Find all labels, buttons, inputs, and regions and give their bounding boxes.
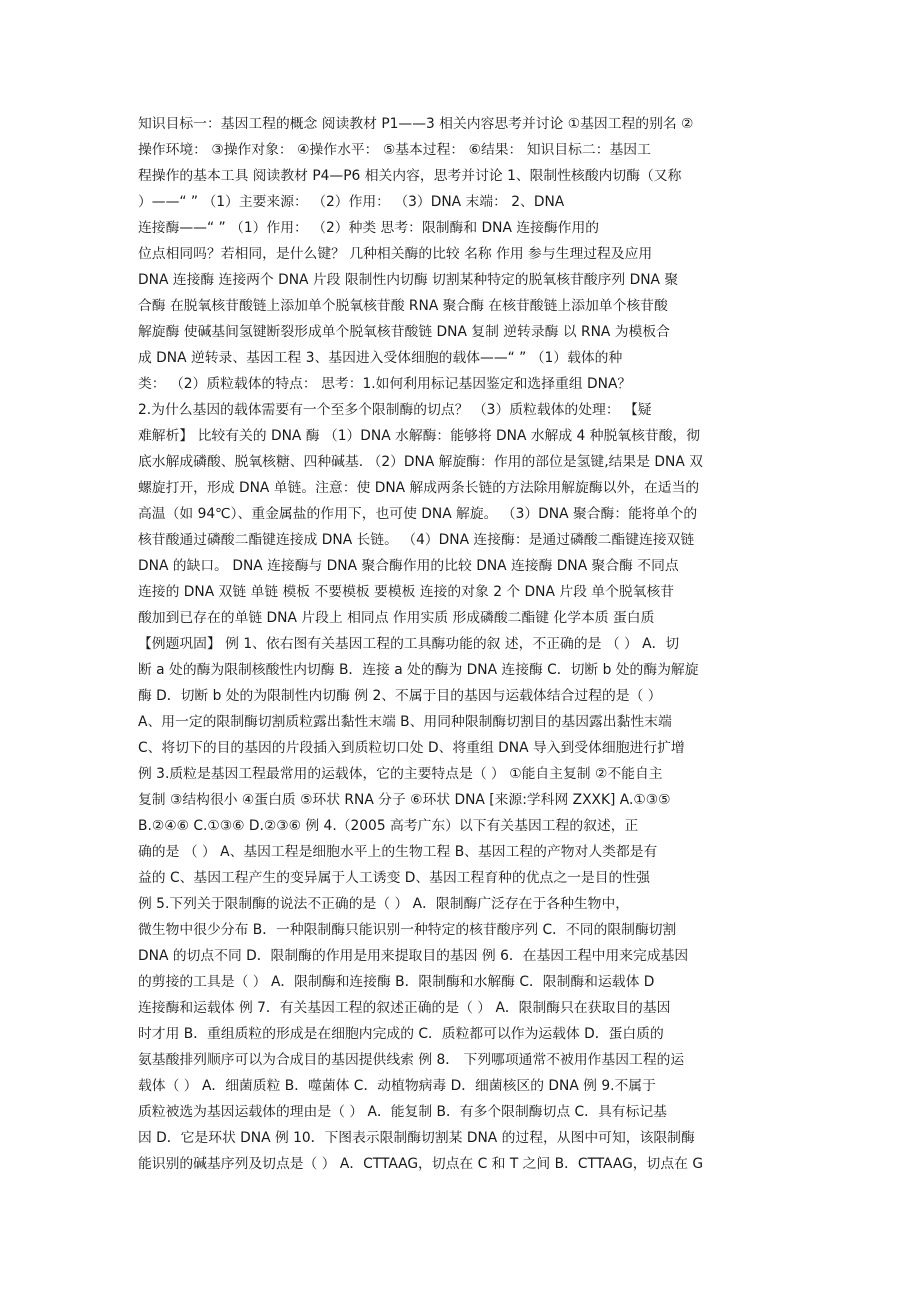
text-line: 酸加到已存在的单链 DNA 片段上 相同点 作用实质 形成磷酸二酯键 化学本质 蛋白质 bbox=[138, 610, 655, 626]
text-line: 核苷酸通过磷酸二酯键连接成 DNA 长链。 （4）DNA 连接酶：是通过磷酸二酯键连接双链 bbox=[138, 532, 695, 548]
text-line: 氨基酸排列顺序可以为合成目的基因提供线索 例 8． 下列哪项通常不被用作基因工程的运 bbox=[138, 1052, 685, 1068]
text-line: 益的 C、基因工程产生的变异属于人工诱变 D、基因工程育种的优点之一是目的性强 bbox=[138, 870, 650, 886]
text-line: 因 D．它是环状 DNA 例 10．下图表示限制酶切割某 DNA 的过程，从图中可知，该限制酶 bbox=[138, 1130, 695, 1146]
text-line: 解旋酶 使碱基间氢键断裂形成单个脱氧核苷酸链 DNA 复制 逆转录酶 以 RNA 为模板合 bbox=[138, 324, 670, 340]
text-line: 连接酶——“ ” （1）作用： （2）种类 思考：限制酶和 DNA 连接酶作用的 bbox=[138, 220, 600, 236]
text-line: 合酶 在脱氧核苷酸链上添加单个脱氧核苷酸 RNA 聚合酶 在核苷酸链上添加单个核苷酸 bbox=[138, 298, 668, 314]
text-line: 位点相同吗？若相同，是什么键？ 几种相关酶的比较 名称 作用 参与生理过程及应用 bbox=[138, 246, 653, 262]
text-line: 类： （2）质粒载体的特点： 思考：1.如何利用标记基因鉴定和选择重组 DNA？ bbox=[138, 376, 632, 392]
text-line: 【例题巩固】 例 1、依右图有关基因工程的工具酶功能的叙 述，不正确的是 （ ） A．切 bbox=[138, 636, 680, 652]
text-line: 能识别的碱基序列及切点是（ ） A．CTTAAG，切点在 C 和 T 之间 B．CTTAAG，切点在 G bbox=[138, 1156, 704, 1172]
text-line: 例 3.质粒是基因工程最常用的运载体，它的主要特点是（ ） ①能自主复制 ②不能自主 bbox=[138, 766, 663, 782]
text-line: 螺旋打开，形成 DNA 单链。注意：使 DNA 解成两条长链的方法除用解旋酶以外，在适当的 bbox=[138, 480, 700, 496]
text-line: 2.为什么基因的载体需要有一个至多个限制酶的切点？ （3）质粒载体的处理： 【疑 bbox=[138, 402, 652, 418]
text-line: 的剪接的工具是（ ） A．限制酶和连接酶 B．限制酶和水解酶 C．限制酶和运载体 D bbox=[138, 974, 655, 990]
text-line: 时才用 B．重组质粒的形成是在细胞内完成的 C．质粒都可以作为运载体 D．蛋白质的 bbox=[138, 1026, 664, 1042]
text-line: 连接酶和运载体 例 7．有关基因工程的叙述正确的是（ ） A．限制酶只在获取目的基因 bbox=[138, 1000, 671, 1016]
text-line: 难解析】 比较有关的 DNA 酶 （1）DNA 水解酶：能够将 DNA 水解成 4 种脱氧核苷酸，彻 bbox=[138, 428, 701, 444]
text-line: 断 a 处的酶为限制核酸性内切酶 B．连接 a 处的酶为 DNA 连接酶 C．切断 b 处的酶为解旋 bbox=[138, 662, 699, 678]
text-line: 复制 ③结构很小 ④蛋白质 ⑤环状 RNA 分子 ⑥环状 DNA [来源:学科网 ZXXK] A.①③⑤ bbox=[138, 792, 671, 808]
text-line: 成 DNA 逆转录、基因工程 3、基因进入受体细胞的载体——“ ” （1）载体的种 bbox=[138, 350, 623, 366]
text-line: 高温（如 94℃）、重金属盐的作用下，也可使 DNA 解旋。 （3）DNA 聚合酶：能将单个的 bbox=[138, 506, 698, 522]
text-line: 底水解成磷酸、脱氧核糖、四种碱基. （2）DNA 解旋酶：作用的部位是氢键,结果是 DNA 双 bbox=[138, 454, 703, 470]
text-line: 确的是 （ ） A、基因工程是细胞水平上的生物工程 B、基因工程的产物对人类都是有 bbox=[138, 844, 658, 860]
text-line: 载体（ ） A．细菌质粒 B．噬菌体 C．动植物病毒 D．细菌核区的 DNA 例 9.不属于 bbox=[138, 1078, 656, 1094]
text-line: ）——“ ” （1）主要来源： （2）作用： （3）DNA 末端： 2、DNA bbox=[138, 194, 565, 210]
text-line: 微生物中很少分布 B．一种限制酶只能识别一种特定的核苷酸序列 C．不同的限制酶切割 bbox=[138, 922, 677, 938]
text-line: 连接的 DNA 双链 单链 模板 不要模板 要模板 连接的对象 2 个 DNA 片段 单个脱氧核苷 bbox=[138, 584, 675, 600]
text-line: 例 5.下列关于限制酶的说法不正确的是（ ） A．限制酶广泛存在于各种生物中， bbox=[138, 896, 630, 912]
text-line: DNA 的缺口。 DNA 连接酶与 DNA 聚合酶作用的比较 DNA 连接酶 DNA 聚合酶 不同点 bbox=[138, 558, 679, 574]
text-line: 操作环境： ③操作对象： ④操作水平： ⑤基本过程： ⑥结果： 知识目标二：基因工 bbox=[138, 142, 651, 158]
text-line: 质粒被选为基因运载体的理由是（ ） A．能复制 B．有多个限制酶切点 C．具有标记基 bbox=[138, 1104, 667, 1120]
text-line: C、将切下的目的基因的片段插入到质粒切口处 D、将重组 DNA 导入到受体细胞进行扩增 bbox=[138, 740, 685, 756]
text-line: DNA 的切点不同 D．限制酶的作用是用来提取目的基因 例 6．在基因工程中用来完成基因 bbox=[138, 948, 689, 964]
text-line: 知识目标一：基因工程的概念 阅读教材 P1——3 相关内容思考并讨论 ①基因工程的别名 ② bbox=[138, 116, 694, 132]
text-line: DNA 连接酶 连接两个 DNA 片段 限制性内切酶 切割某种特定的脱氧核苷酸序列 DNA 聚 bbox=[138, 272, 679, 288]
document-body bbox=[138, 111, 788, 1177]
text-line: A、用一定的限制酶切割质粒露出黏性末端 B、用同种限制酶切割目的基因露出黏性末端 bbox=[138, 714, 672, 730]
text-line: B.②④⑥ C.①③⑥ D.②③⑥ 例 4.（2005 高考广东）以下有关基因工程的叙述，正 bbox=[138, 818, 639, 834]
text-line: 程操作的基本工具 阅读教材 P4—P6 相关内容，思考并讨论 1、限制性核酸内切酶（又称 bbox=[138, 168, 682, 184]
text-line: 酶 D．切断 b 处的为限制性内切酶 例 2、不属于目的基因与运载体结合过程的是（ ） bbox=[138, 688, 662, 704]
